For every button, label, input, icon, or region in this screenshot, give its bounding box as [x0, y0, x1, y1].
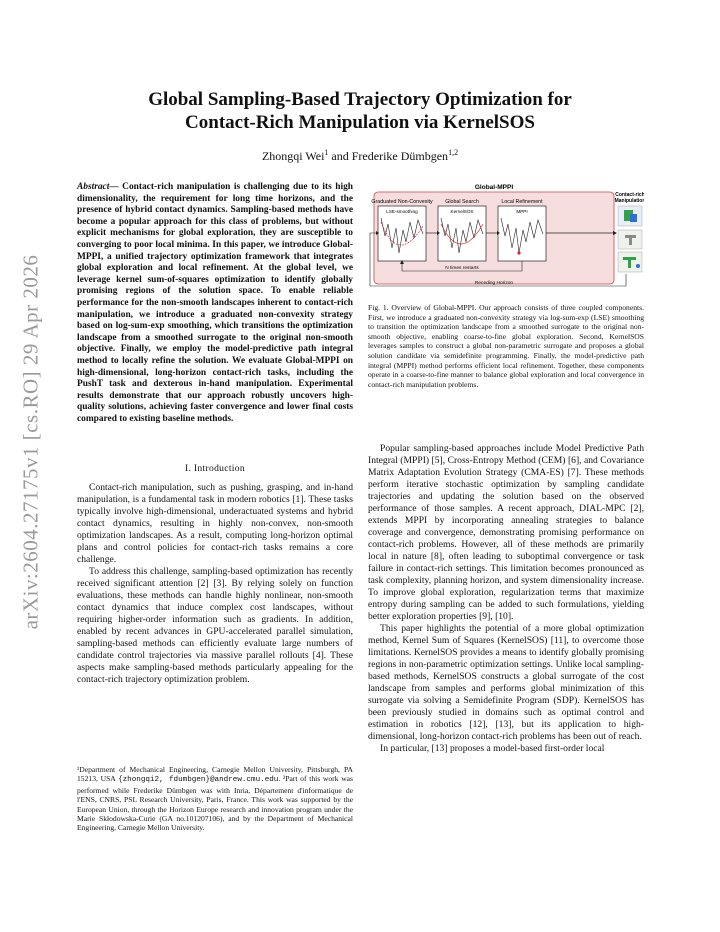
author-1-affil: 1 — [324, 148, 329, 157]
hand-cube-face — [630, 214, 637, 222]
pusher-marker — [636, 264, 640, 268]
overview-figure — [368, 178, 644, 293]
horizon-label: Receding Horizon — [474, 281, 514, 286]
arxiv-stamp — [14, 232, 48, 652]
stage1-box — [378, 206, 426, 261]
intro-paragraph-2: To address this challenge, sampling-based optimization has recently received significant attention [2] [3]. By relying solely on function evaluations, these methods can handle highly nonlinear, non-smooth contact dynamics that induce complex cost landscapes, without requiring higher-order information such as gradients. In addition, enabled by recent advances in GPU-accelerated parallel simulation, sampling-based methods can efficiently evaluate large numbers of candidate control trajectories via massive parallel rollouts [4]. These aspects make sampling-based methods particularly appealing for the contact-rich trajectory optimization problem. — [77, 566, 353, 685]
restart-label: N times restarts — [445, 266, 479, 271]
intro-text — [77, 482, 353, 686]
abstract — [77, 182, 353, 425]
right-paragraph-2: This paper highlights the potential of a more global optimization method, Kernel Sum of Squares (KernelSOS) [11], to overcome those limitations. KernelSOS provides a means to identify globally promising regions in non-parametric optimization settings. Unlike local sampling-based methods, KernelSOS constructs a global surrogate of the cost landscape from samples and performs global minimization of this surrogate via solving a Semidefinite Program (SDP). KernelSOS has been previously studied in domains such as optimal control and estimation in robotics [12], [13], but its application to high-dimensional, long-horizon contact-rich problems has been out of reach. — [368, 623, 644, 742]
author-1: Zhongqi Wei — [261, 149, 325, 163]
overview-diagram — [368, 178, 644, 293]
section-heading-text: I. Introduction — [185, 463, 245, 474]
author-list — [0, 148, 720, 164]
figure-caption: Fig. 1. Overview of Global-MPPI. Our approach consists of three coupled components. First, we introduce a graduated non-convexity strategy via log-sum-exp (LSE) smoothing to transition the optimization landscape from a smoothed surrogate to the original non-smooth objective, enabling coarse-to-fine global exploration. Second, KernelSOS leverages samples to construct a global non-parametric surrogate and proposes a global solution candidate via semidefinite programming. Finally, the model-predictive path integral (MPPI) method performs efficient local refinement. Together, these components operate in a coarse-to-fine manner to balance global exploration and local convergence in contact-rich manipulation problems. — [368, 303, 644, 389]
stage3-box — [498, 206, 546, 261]
stage2-label: KernelSOS — [450, 209, 474, 214]
footnote — [77, 765, 353, 833]
author-2-affil: 1,2 — [448, 148, 459, 157]
footnote-funding: . ²Part of this work was performed while Frederike Dümbgen was with Inria, Département d'informatique de l'ENS, CNRS, PSL Research University, Paris, France. This work was supported by the European Union, through the Horizon Europe research and innovation program under the Marie Skłodowska-Curie (GA no.101207106), and by the Department of Mechanical Engineering, Carnegie Mellon University. — [77, 774, 354, 833]
right-paragraph-1: Popular sampling-based approaches include Model Predictive Path Integral (MPPI) [5], Cross-Entropy Method (CEM) [6], and Covariance Matrix Adaptation Evolution Strategy (CMA-ES) [7]. These methods perform iterative stochastic optimization by sampling candidate trajectories and updating the solution based on the observed performance of those samples. A recent approach, DIAL-MPC [2], extends MPPI by incorporating annealing strategies to balance coverage and convergence, demonstrating promising performance on contact-rich problems. However, all of these methods are primarily local in nature [8], often leading to suboptimal convergence or task failure in contact-rich settings. This limitation becomes pronounced as task complexity, planning horizon, and system dimensionality increase. To improve global exploration, regularization terms that maximize entropy during sampling can be added to such formulations, yielding better exploration properties [9], [10]. — [368, 443, 644, 622]
output-title-line-1: Contact-rich — [615, 192, 644, 198]
intro-paragraph-1: Contact-rich manipulation, such as pushing, grasping, and in-hand manipulation, is a fundamental task in modern robotics [1]. These tasks typically involve high-dimensional, underactuated systems and hybrid contact dynamics, resulting in highly non-convex, non-smooth optimization landscapes. As a result, computing long-horizon optimal plans and control policies for contact-rich tasks remains a core challenge. — [77, 482, 353, 565]
footnote-emails: {zhongqi2, fdumbgen}@andrew.cmu.edu — [118, 776, 279, 785]
stage1-title: Graduated Non-Convexity — [371, 199, 433, 205]
stage1-label: LSE-smoothing — [386, 209, 418, 214]
stage3-label: MPPI — [516, 209, 528, 214]
author-2: and Frederike Dümbgen — [328, 149, 449, 163]
section-heading — [77, 463, 353, 474]
stage3-minimum-marker — [517, 251, 520, 254]
footnote-affiliation: ¹Department of Mechanical Engineering, Carnegie Mellon University, Pittsburgh, PA 15213, USA — [77, 765, 353, 784]
arxiv-stamp-text: arXiv:2604.27175v1 [cs.RO] 29 Apr 2026 — [18, 254, 43, 630]
diagram-title: Global-MPPI — [474, 184, 514, 191]
abstract-body: — Contact-rich manipulation is challenging due to its high dimensionality, the requirement for long time horizons, and the presence of hybrid contact dynamics. Sampling-based methods have become a popular approach for this class of problems, but without explicit mechanisms for global exploration, they are susceptible to converging to poor local minima. In this paper, we introduce Global-MPPI, a unified trajectory optimization framework that integrates global exploration and local refinement. At the global level, we leverage kernel sum-of-squares optimization to identify globally promising regions of the solution space. To enable reliable performance for the non-smooth landscapes inherent to contact-rich manipulation, we introduce a graduated non-convexity strategy based on log-sum-exp smoothing, which transitions the optimization landscape from a smoothed surrogate to the original non-smooth objective. Finally, we employ the model-predictive path integral method to locally refine the solution. We evaluate Global-MPPI on high-dimensional, long-horizon contact-rich tasks, including the PushT task and dexterous in-hand manipulation. Experimental results demonstrate that our approach robustly uncovers high-quality solutions, achieving faster convergence and lower final costs compared to existing baseline methods. — [77, 182, 353, 424]
right-paragraph-3: In particular, [13] proposes a model-based first-order local — [380, 743, 605, 754]
stage2-box — [438, 206, 486, 261]
arrow-3-head — [613, 231, 617, 235]
stage3-title: Local Refinement — [501, 199, 543, 205]
paper-title — [90, 88, 630, 134]
title-line-1: Global Sampling-Based Trajectory Optimization for — [148, 89, 572, 110]
abstract-heading: Abstract — [77, 182, 110, 192]
stage2-title: Global Search — [445, 199, 479, 205]
output-title-line-2: Manipulation — [614, 198, 644, 204]
title-line-2: Contact-Rich Manipulation via KernelSOS — [185, 112, 535, 133]
right-column-text — [368, 443, 644, 755]
